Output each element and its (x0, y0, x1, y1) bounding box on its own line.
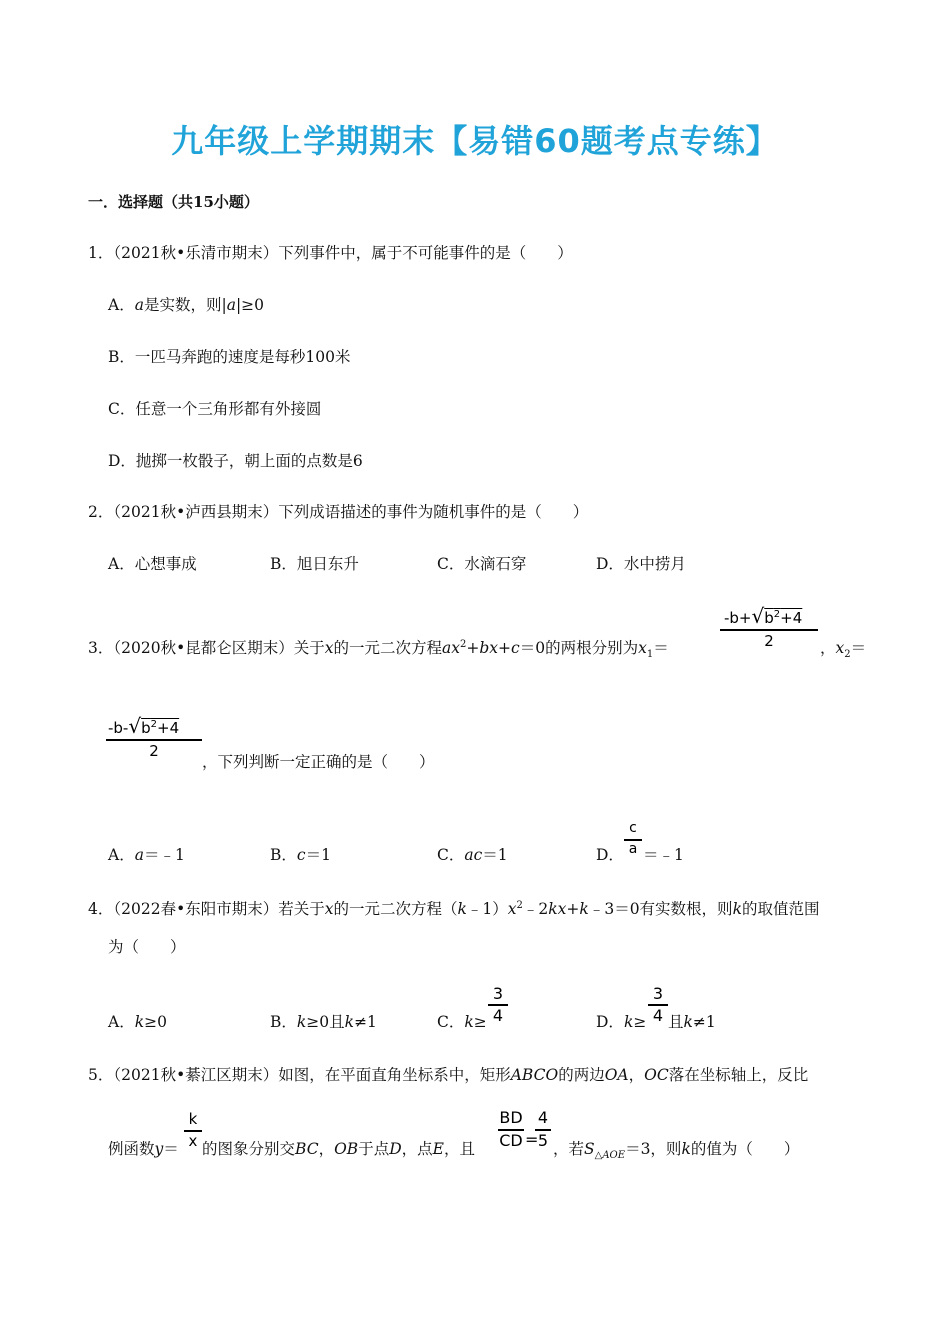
question-4-option-d-rest: 且k≠1 (668, 1013, 716, 1031)
question-3-stem-end: ，下列判断一定正确的是（ ） (202, 753, 435, 771)
root-formula-x2: $-b-√b^2+4$ 2 (106, 714, 202, 760)
question-1-stem: 1．（2021秋•乐清市期末）下列事件中，属于不可能事件的是（ ） (88, 244, 573, 262)
question-5-line2-a: 例函数y＝ (108, 1140, 179, 1158)
ratio-bd-cd: BD CD (499, 1108, 523, 1150)
question-4-option-c: C．k≥ (437, 1013, 487, 1031)
ratio-four-fifths: 4 5 (535, 1108, 551, 1152)
question-4-stem-end: 为（ ） (108, 938, 186, 956)
question-2-stem: 2．（2021秋•泸西县期末）下列成语描述的事件为随机事件的是（ ） (88, 503, 589, 521)
question-3-option-d-fraction: c a (624, 820, 642, 860)
question-1-option-b: B．一匹马奔跑的速度是每秒100米 (108, 348, 351, 366)
question-3-option-c: C．ac＝1 (437, 846, 508, 864)
question-3-option-a: A．a＝﹣1 (108, 846, 185, 864)
question-3-stem: 3．（2020秋•昆都仑区期末）关于x的一元二次方程$ax^2+bx+c=0$的两根分别为$x_1=$ (88, 638, 669, 661)
root-formula-x1: $-b+√b^2+4$ 2 (720, 604, 818, 650)
question-2-option-c: C．水滴石穿 (437, 555, 527, 573)
inverse-function-fraction: k x (184, 1110, 202, 1152)
question-4-option-d-fraction: 3 4 (648, 984, 668, 1026)
ratio-equals: = (525, 1130, 539, 1149)
question-1-option-d: D．抛掷一枚骰子，朝上面的点数是6 (108, 452, 363, 470)
question-4-option-d: D．k≥ (596, 1013, 647, 1031)
question-5-line2-c: ，若$S_{\triangle AOE}=3$，则k的值为（ ） (553, 1140, 800, 1162)
question-3-x2-label: ，$x_2=$ (820, 639, 867, 661)
question-3-option-d-rest: ＝﹣1 (643, 846, 684, 864)
question-2-option-d: D．水中捞月 (596, 555, 686, 573)
question-3-option-d-label: D． (596, 846, 624, 864)
page-title: 九年级上学期期末【易错60题考点专练】 (171, 122, 779, 160)
question-5-line2-b: 的图象分别交BC，OB于点D，点E，且 (202, 1140, 475, 1158)
question-1-option-a: A．a是实数，则|a|≥0 (108, 296, 265, 314)
question-2-option-a: A．心想事成 (108, 555, 197, 573)
question-5-stem: 5．（2021秋•綦江区期末）如图，在平面直角坐标系中，矩形ABCO的两边OA，OC落在坐标轴上，反比 (88, 1066, 809, 1084)
question-4-stem: 4．（2022春•东阳市期末）若关于x的一元二次方程$(k﹣1)x^2﹣2kx+k﹣3=0$有实数根，则k的取值范围 (88, 899, 820, 918)
question-4-option-b: B．k≥0且k≠1 (270, 1013, 377, 1031)
section-header: 一．选择题（共15小题） (88, 193, 259, 211)
question-4-option-a: A．k≥0 (108, 1013, 167, 1031)
question-1-option-c: C．任意一个三角形都有外接圆 (108, 400, 322, 418)
question-4-option-c-fraction: 3 4 (488, 984, 508, 1026)
question-2-option-b: B．旭日东升 (270, 555, 359, 573)
question-3-option-b: B．c＝1 (270, 846, 331, 864)
